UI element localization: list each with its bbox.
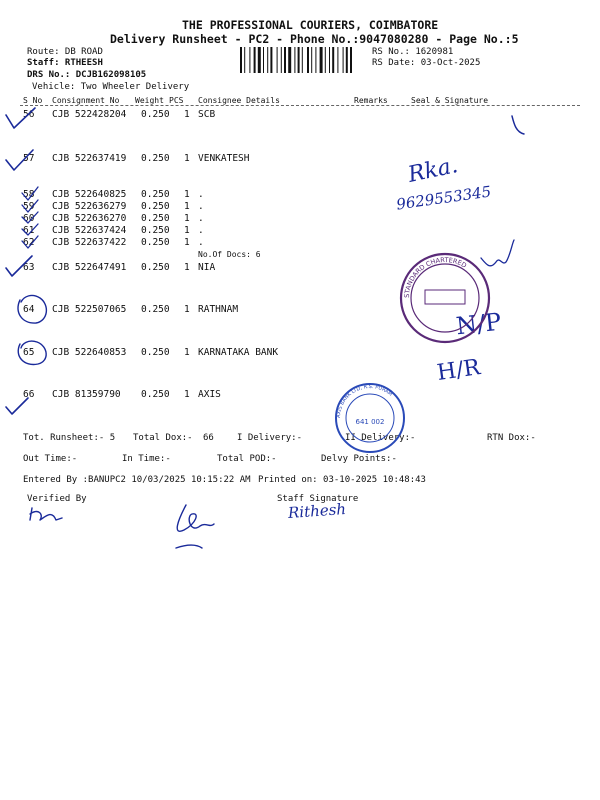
verified-signature-icon xyxy=(30,508,62,520)
row-pcs: 1 xyxy=(184,213,190,224)
check-icon xyxy=(6,108,35,128)
row-consignee: RATHNAM xyxy=(198,304,239,315)
stamp1-text: STANDARD CHARTERED xyxy=(402,255,468,299)
row-weight: 0.250 xyxy=(141,304,170,315)
circle-mark-icon xyxy=(18,295,46,323)
row-pcs: 1 xyxy=(184,237,190,248)
col-pcs: PCS xyxy=(169,96,184,105)
row-consignment-no: CJB 522640825 xyxy=(52,189,127,200)
check-icon xyxy=(6,256,35,276)
row-sno: 58 xyxy=(23,189,35,200)
row-consignee: NIA xyxy=(198,262,216,273)
tot-runsheet: Tot. Runsheet:- 5 xyxy=(23,433,116,443)
row-pcs: 1 xyxy=(184,347,190,358)
i-delivery: I Delivery:- xyxy=(237,433,303,443)
runsheet-subtitle: Delivery Runsheet - PC2 - Phone No.:9047080280 - Page No.:5 xyxy=(110,32,519,46)
docs-note: No.Of Docs: 6 xyxy=(198,250,261,259)
row-pcs: 1 xyxy=(184,262,190,273)
check-icon xyxy=(22,212,38,223)
total-pod: Total POD:- xyxy=(217,454,277,464)
row-consignment-no: CJB 522647491 xyxy=(52,262,127,273)
check-icon xyxy=(22,236,38,248)
row-consignment-no: CJB 81359790 xyxy=(52,389,121,400)
row-consignee: AXIS xyxy=(198,389,221,400)
hr-handwritten: H/R xyxy=(435,355,482,386)
rtn-dox: RTN Dox:- xyxy=(487,433,536,443)
row-pcs: 1 xyxy=(184,153,190,164)
tick-remark-icon xyxy=(512,116,524,134)
col-sno: S No xyxy=(23,96,43,105)
check-icon xyxy=(22,200,38,212)
row-consignment-no: CJB 522640853 xyxy=(52,347,127,358)
row-consignment-no: CJB 522637424 xyxy=(52,225,127,236)
verified-by-label: Verified By xyxy=(27,494,87,504)
delvy-points: Delvy Points:- xyxy=(321,454,397,464)
entered-by: Entered By :BANUPC2 10/03/2025 10:15:22 AM xyxy=(23,475,251,485)
row-weight: 0.250 xyxy=(141,225,170,236)
nip-handwritten: N/P xyxy=(454,307,503,341)
row-sno: 63 xyxy=(23,262,35,273)
row-pcs: 1 xyxy=(184,389,190,400)
staff-signature-label: Staff Signature xyxy=(277,494,359,504)
check-icon xyxy=(22,224,38,235)
row-consignee: SCB xyxy=(198,109,216,120)
receiver-phone-handwritten: 9629553345 xyxy=(395,182,493,214)
row-weight: 0.250 xyxy=(141,109,170,120)
row-pcs: 1 xyxy=(184,225,190,236)
row-consignment-no: CJB 522428204 xyxy=(52,109,127,120)
row-sno: 64 xyxy=(23,304,35,315)
staff-signature-handwritten: Rithesh xyxy=(287,499,347,523)
row-weight: 0.250 xyxy=(141,262,170,273)
row-pcs: 1 xyxy=(184,189,190,200)
col-weight: Weight xyxy=(135,96,164,105)
row-weight: 0.250 xyxy=(141,201,170,212)
check-icon xyxy=(6,398,28,414)
row-consignment-no: CJB 522507065 xyxy=(52,304,127,315)
col-remarks: Remarks xyxy=(354,96,388,105)
stamp2-code: 641 002 xyxy=(355,418,385,426)
row-consignment-no: CJB 522637419 xyxy=(52,153,127,164)
printed-on: Printed on: 03-10-2025 10:48:43 xyxy=(258,475,426,485)
row-weight: 0.250 xyxy=(141,237,170,248)
supervisor-signature-icon xyxy=(176,505,214,548)
svg-text:AXIS BANK LTD, R.S. PURAM xyxy=(336,384,393,418)
bank-seal-stamp xyxy=(330,378,410,458)
row-pcs: 1 xyxy=(184,109,190,120)
row-consignee: . xyxy=(198,225,204,236)
circle-mark-icon xyxy=(18,341,46,364)
col-seal-signature: Seal & Signature xyxy=(411,96,489,105)
vehicle-label: Vehicle: Two Wheeler Delivery xyxy=(32,82,190,92)
ii-delivery: II Delivery:- xyxy=(345,433,416,443)
in-time: In Time:- xyxy=(122,454,171,464)
row-sno: 66 xyxy=(23,389,35,400)
col-consignee: Consignee Details xyxy=(198,96,280,105)
row-consignment-no: CJB 522636270 xyxy=(52,213,127,224)
row-sno: 60 xyxy=(23,213,35,224)
row-consignee: . xyxy=(198,189,204,200)
company-title: THE PROFESSIONAL COURIERS, COIMBATORE xyxy=(182,18,439,32)
row-weight: 0.250 xyxy=(141,153,170,164)
staff-label: Staff: RTHEESH xyxy=(27,58,103,68)
company-seal-stamp xyxy=(395,248,495,348)
row-sno: 59 xyxy=(23,201,35,212)
row-sno: 57 xyxy=(23,153,35,164)
out-time: Out Time:- xyxy=(23,454,78,464)
rs-number: RS No.: 1620981 xyxy=(372,47,454,57)
row-consignee: . xyxy=(198,237,204,248)
drs-number: DRS No.: DCJB162098105 xyxy=(27,70,147,80)
row-weight: 0.250 xyxy=(141,389,170,400)
row-pcs: 1 xyxy=(184,304,190,315)
row-pcs: 1 xyxy=(184,201,190,212)
row-consignee: . xyxy=(198,213,204,224)
row-consignee: . xyxy=(198,201,204,212)
svg-text:STANDARD CHARTERED xyxy=(403,256,468,298)
row-consignee: VENKATESH xyxy=(198,153,250,164)
row-sno: 62 xyxy=(23,237,35,248)
receiver-name-handwritten: Rka. xyxy=(405,153,461,188)
check-icon xyxy=(22,187,38,200)
row-consignment-no: CJB 522636279 xyxy=(52,201,127,212)
row-sno: 61 xyxy=(23,225,35,236)
total-dox-label: Total Dox:- xyxy=(133,433,193,443)
col-consignment: Consignment No xyxy=(52,96,120,105)
row-weight: 0.250 xyxy=(141,213,170,224)
row-sno: 56 xyxy=(23,109,35,120)
row-weight: 0.250 xyxy=(141,189,170,200)
total-dox-value: 66 xyxy=(203,433,214,443)
row-consignee: KARNATAKA BANK xyxy=(198,347,279,358)
stamp2-text: AXIS BANK LTD, R.S. PURAM xyxy=(335,383,394,419)
row-sno: 65 xyxy=(23,347,35,358)
check-icon xyxy=(6,150,33,170)
rs-date: RS Date: 03-Oct-2025 xyxy=(372,58,481,68)
row-consignment-no: CJB 522637422 xyxy=(52,237,127,248)
route-label: Route: DB ROAD xyxy=(27,47,103,57)
row-weight: 0.250 xyxy=(141,347,170,358)
